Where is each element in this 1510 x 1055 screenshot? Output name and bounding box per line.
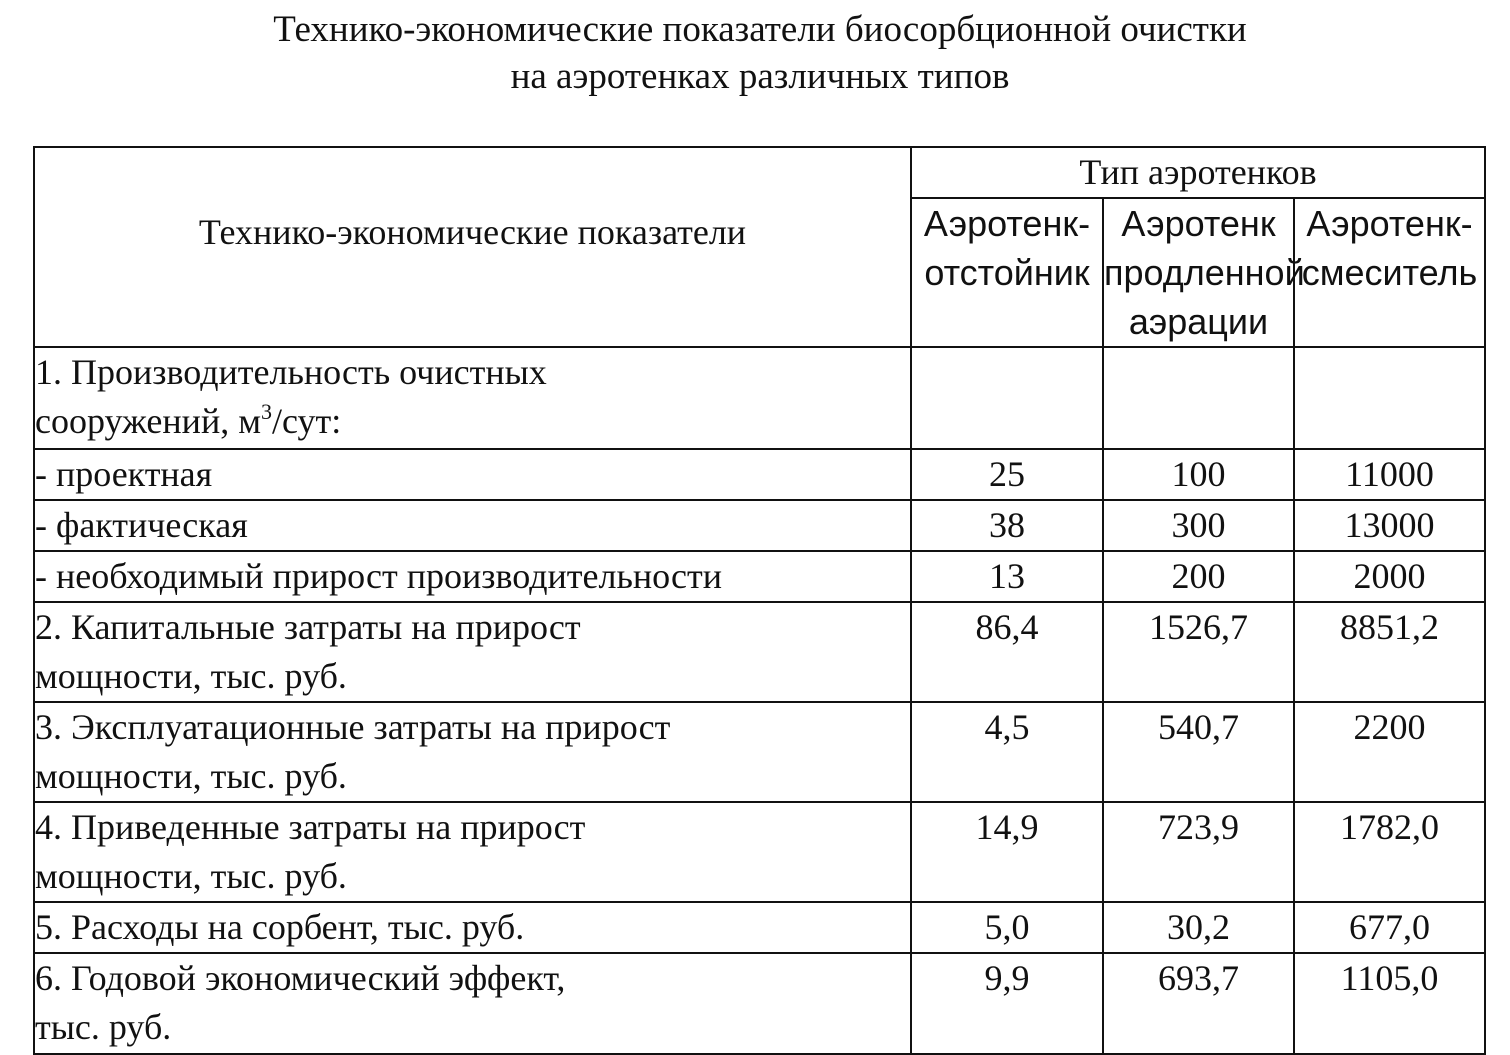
value-cell: 13000 xyxy=(1294,500,1485,551)
value-cell: 38 xyxy=(911,500,1103,551)
header-tank-type: Тип аэротенков xyxy=(911,147,1485,198)
row-label xyxy=(34,953,911,1054)
row-label-text: сооружений, м xyxy=(35,401,261,441)
value-cell: 8851,2 xyxy=(1294,602,1485,702)
header-col-line: Аэротенк xyxy=(1121,203,1276,244)
document-title xyxy=(0,6,1510,100)
value-cell: 11000 xyxy=(1294,449,1485,500)
value-cell: 2200 xyxy=(1294,702,1485,802)
header-col-settling-tank xyxy=(911,198,1103,347)
header-indicators-cell xyxy=(34,147,911,347)
row-label-line: 3. Эксплуатационные затраты на прирост xyxy=(35,707,671,747)
row-label-line: тыс. руб. xyxy=(35,1007,172,1047)
row-label: - фактическая xyxy=(34,500,911,551)
value-cell: 693,7 xyxy=(1103,953,1294,1054)
row-label-text: /сут: xyxy=(271,401,342,441)
header-col-extended-aeration xyxy=(1103,198,1305,347)
row-label-line: 1. Производительность очистных xyxy=(35,352,547,392)
value-cell: 2000 xyxy=(1294,551,1485,602)
value-cell: 100 xyxy=(1103,449,1294,500)
value-cell: 1105,0 xyxy=(1294,953,1485,1054)
table-row xyxy=(34,551,1485,602)
header-col-line: продленной xyxy=(1104,252,1305,293)
table-row xyxy=(34,449,1485,500)
header-col-line: смеситель xyxy=(1301,252,1478,293)
value-cell: 86,4 xyxy=(911,602,1103,702)
value-cell: 9,9 xyxy=(911,953,1103,1054)
table-row xyxy=(34,802,1485,902)
row-label: - проектная xyxy=(34,449,911,500)
value-cell: 13 xyxy=(911,551,1103,602)
row-label xyxy=(34,802,911,902)
header-col-line: Аэротенк- xyxy=(1306,203,1473,244)
row-label xyxy=(34,702,911,802)
table-row xyxy=(34,702,1485,802)
value-cell: 14,9 xyxy=(911,802,1103,902)
row-label: 5. Расходы на сорбент, тыс. руб. xyxy=(34,902,911,953)
table-row xyxy=(34,902,1485,953)
value-cell: 540,7 xyxy=(1103,702,1294,802)
table-row-capacity-section xyxy=(34,347,1485,449)
row-label-line: мощности, тыс. руб. xyxy=(35,856,347,896)
row-label: - необходимый прирост производительности xyxy=(34,551,911,602)
value-cell: 1526,7 xyxy=(1103,602,1294,702)
row-label-line: 2. Капитальные затраты на прирост xyxy=(35,607,581,647)
value-cell: 677,0 xyxy=(1294,902,1485,953)
empty-cell xyxy=(1294,347,1485,449)
row-label-line: мощности, тыс. руб. xyxy=(35,656,347,696)
row-label xyxy=(34,347,911,449)
row-label-line: 4. Приведенные затраты на прирост xyxy=(35,807,586,847)
value-cell: 5,0 xyxy=(911,902,1103,953)
header-col-line: аэрации xyxy=(1128,301,1269,342)
title-line-1: Технико-экономические показатели биосорбционной очистки xyxy=(273,9,1247,50)
value-cell: 30,2 xyxy=(1103,902,1294,953)
table-row xyxy=(34,500,1485,551)
header-col-line: Аэротенк- xyxy=(923,203,1091,244)
value-cell: 4,5 xyxy=(911,702,1103,802)
row-label-line xyxy=(35,397,910,446)
header-col-line: отстойник xyxy=(924,252,1090,293)
title-line-2: на аэротенках различных типов xyxy=(510,56,1010,97)
value-cell: 1782,0 xyxy=(1294,802,1485,902)
value-cell: 723,9 xyxy=(1103,802,1294,902)
value-cell: 300 xyxy=(1103,500,1294,551)
row-label-line: 6. Годовой экономический эффект, xyxy=(35,958,566,998)
table-row xyxy=(34,953,1485,1054)
row-label xyxy=(34,602,911,702)
value-cell: 200 xyxy=(1103,551,1294,602)
value-cell: 25 xyxy=(911,449,1103,500)
header-col-mixer-tank xyxy=(1294,198,1485,347)
indicators-table xyxy=(33,146,1486,1055)
superscript-3: 3 xyxy=(260,399,272,424)
header-indicators-label: Технико-экономические показатели xyxy=(198,212,747,252)
header-row-1 xyxy=(34,147,1485,198)
empty-cell xyxy=(911,347,1103,449)
row-label-line: мощности, тыс. руб. xyxy=(35,756,347,796)
table-row xyxy=(34,602,1485,702)
empty-cell xyxy=(1103,347,1294,449)
